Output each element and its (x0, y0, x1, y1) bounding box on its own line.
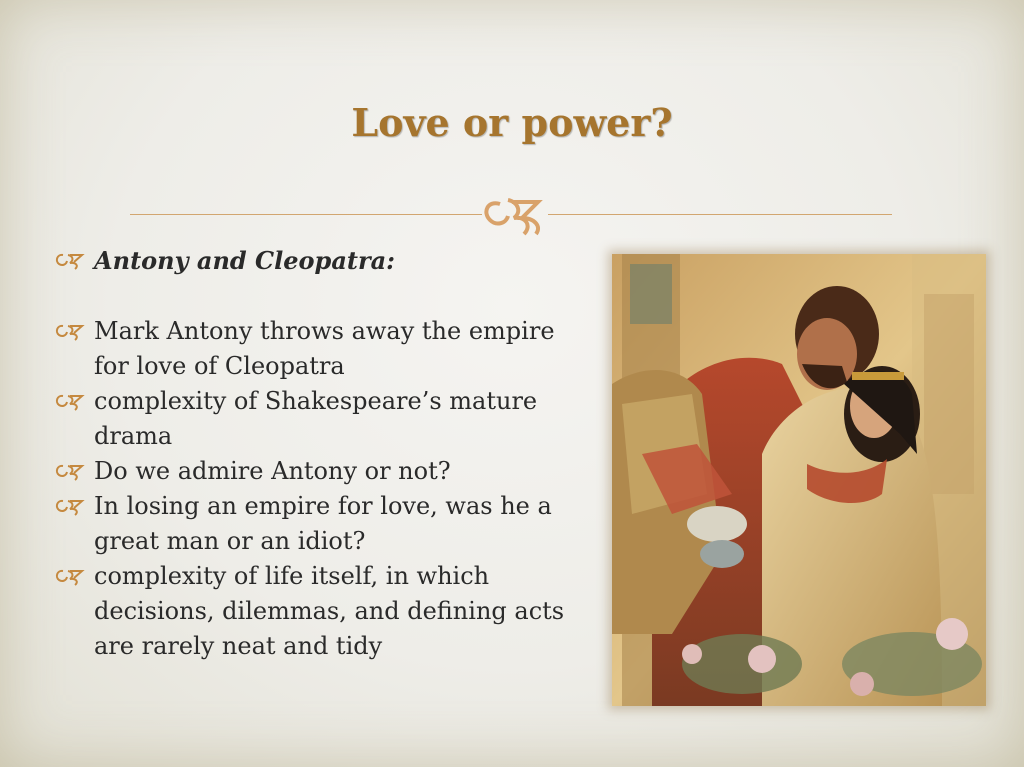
scroll-ornament-icon (54, 322, 86, 342)
scroll-ornament-icon (54, 251, 86, 271)
scroll-ornament-icon (54, 462, 86, 482)
scroll-ornament-icon (478, 190, 550, 238)
bullet-list (52, 243, 592, 664)
scroll-ornament-icon (54, 392, 86, 412)
divider-line-right (548, 214, 892, 215)
antony-cleopatra-painting (612, 254, 986, 706)
scroll-ornament-icon (54, 497, 86, 517)
bullet-text: Mark Antony throws away the empire for love of Cleopatra (94, 317, 555, 380)
slide-title: Love or power? (351, 100, 673, 145)
bullet-item (52, 559, 592, 664)
bullet-text: complexity of Shakespeare’s mature drama (94, 387, 538, 450)
divider-line-left (130, 214, 482, 215)
scroll-ornament-icon (54, 567, 86, 587)
bullet-text: complexity of life itself, in which decisions, dilemmas, and defining acts are rarely neat and tidy (94, 562, 565, 660)
bullet-item (52, 384, 592, 454)
bullet-item (52, 489, 592, 559)
bullet-item (52, 243, 592, 279)
bullet-text: In losing an empire for love, was he a great man or an idiot? (94, 492, 552, 555)
bullet-item (52, 454, 592, 489)
bullet-text: Antony and Cleopatra: (94, 246, 396, 275)
bullet-item (52, 314, 592, 384)
bullet-text: Do we admire Antony or not? (94, 457, 451, 485)
